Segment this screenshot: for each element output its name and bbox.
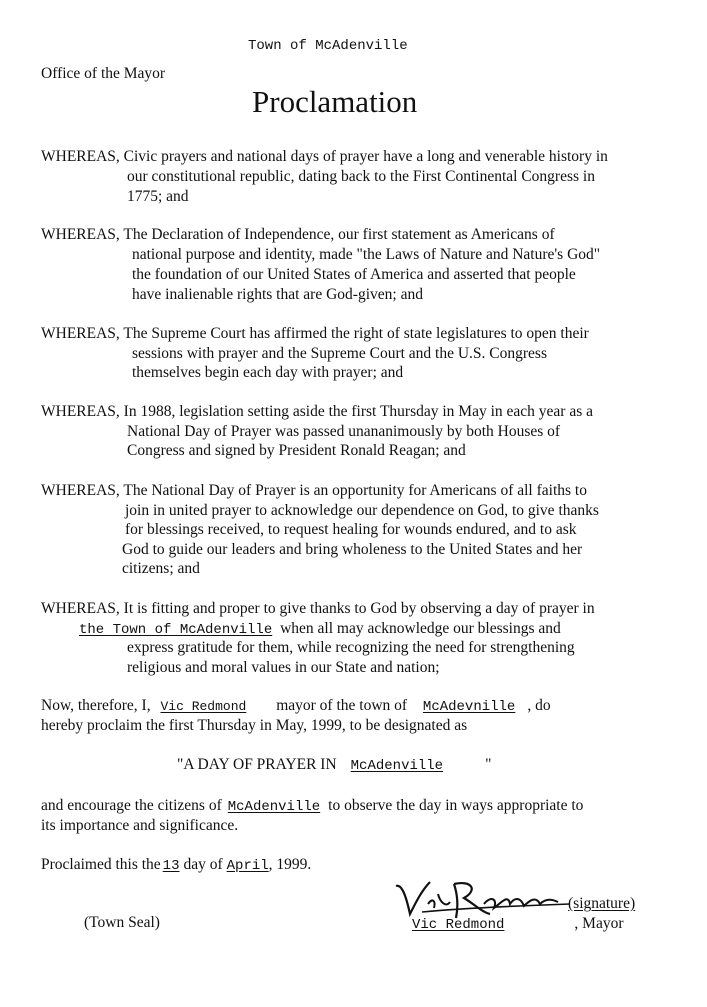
mayor-name-fill-in: Vic Redmond xyxy=(412,917,505,933)
clause-line: WHEREAS, The Supreme Court has affirmed the right of state legislatures to open their xyxy=(41,325,589,342)
clause-line: express gratitude for them, while recognizing the need for strengthening xyxy=(127,639,575,656)
clause-text: Proclaimed this the xyxy=(41,856,161,873)
clause-text: , do xyxy=(527,697,551,714)
clause-line: WHEREAS, The Declaration of Independence, our first statement as Americans of xyxy=(41,226,555,243)
clause-line: National Day of Prayer was passed unananimously by both Houses of xyxy=(127,423,561,440)
clause-text: day of xyxy=(183,856,223,873)
town-fill-in: McAdenville xyxy=(227,799,321,815)
town-fill-in: McAdenville xyxy=(350,758,444,774)
clause-line: God to guide our leaders and bring wholeness to the United States and her xyxy=(122,541,583,558)
page-title: Proclamation xyxy=(252,84,418,119)
clause-text: Now, therefore, I, xyxy=(41,697,151,714)
clause-line: national purpose and identity, made "the Laws of Nature and Nature's God" xyxy=(132,246,601,263)
day-of-prayer-heading xyxy=(177,755,491,776)
clause-text: , Mayor xyxy=(574,915,624,932)
signature-label: (signature) xyxy=(568,895,636,912)
town-fill-in: McAdevnille xyxy=(422,699,516,715)
clause-line: our constitutional republic, dating back to the First Continental Congress in xyxy=(127,168,595,185)
clause-text: and encourage the citizens of xyxy=(41,797,222,814)
clause-line xyxy=(41,796,583,817)
clause-text: " xyxy=(485,756,492,773)
clause-line: the foundation of our United States of America and asserted that people xyxy=(132,266,576,283)
day-fill-in: 13 xyxy=(162,858,180,874)
clause-line: for blessings received, to request healing for wounds endured, and to ask xyxy=(125,521,577,538)
clause-line: WHEREAS, The National Day of Prayer is an opportunity for Americans of all faiths to xyxy=(41,482,587,499)
mayor-name-fill-in: Vic Redmond xyxy=(160,699,247,714)
month-fill-in: April xyxy=(226,858,269,874)
clause-text: , 1999. xyxy=(268,856,312,873)
clause-line: WHEREAS, It is fitting and proper to give thanks to God by observing a day of prayer in xyxy=(41,600,595,617)
clause-line: WHEREAS, In 1988, legislation setting aside the first Thursday in May in each year as a xyxy=(41,403,593,420)
clause-line: hereby proclaim the first Thursday in May, 1999, to be designated as xyxy=(41,717,468,734)
clause-line: 1775; and xyxy=(127,188,189,205)
clause-line: Congress and signed by President Ronald Reagan; and xyxy=(127,442,466,459)
clause-line: religious and moral values in our State and nation; xyxy=(127,659,440,676)
clause-line: sessions with prayer and the Supreme Court and the U.S. Congress xyxy=(132,345,547,362)
clause-text: mayor of the town of xyxy=(276,697,408,714)
town-seal-label: (Town Seal) xyxy=(84,914,160,931)
clause-line: its importance and significance. xyxy=(41,817,239,834)
clause-line: join in united prayer to acknowledge our dependence on God, to give thanks xyxy=(125,502,599,519)
clause-line: WHEREAS, Civic prayers and national days of prayer have a long and venerable history in xyxy=(41,148,608,165)
clause-text: when all may acknowledge our blessings and xyxy=(280,620,561,637)
office-label: Office of the Mayor xyxy=(41,65,166,82)
clause-text: to observe the day in ways appropriate to xyxy=(328,797,584,814)
clause-line: have inalienable rights that are God-given; and xyxy=(132,286,423,303)
clause-text: "A DAY OF PRAYER IN xyxy=(177,756,337,773)
clause-line xyxy=(79,619,561,640)
town-fill-in: the Town of McAdenville xyxy=(79,622,273,638)
clause-line: themselves begin each day with prayer; and xyxy=(132,364,404,381)
clause-line xyxy=(41,696,551,717)
town-header: Town of McAdenville xyxy=(248,38,408,54)
proclaimed-date-line xyxy=(41,855,311,876)
mayor-signature-line xyxy=(394,914,624,935)
clause-line: citizens; and xyxy=(122,560,200,577)
